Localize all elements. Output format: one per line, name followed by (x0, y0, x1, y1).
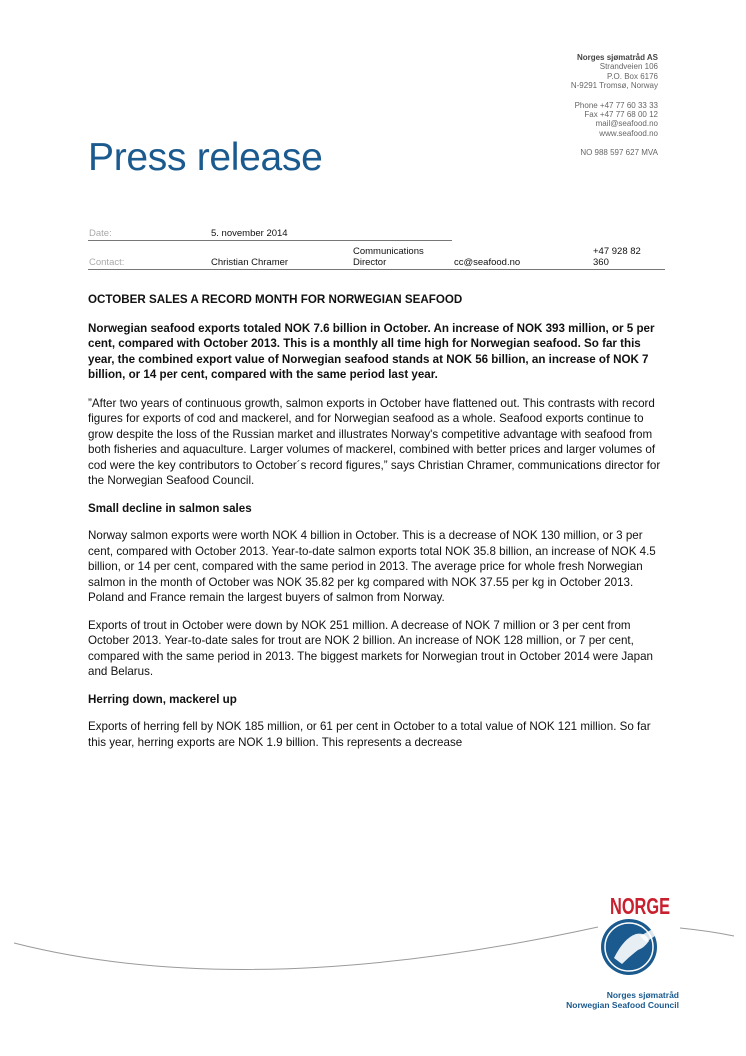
article-quote: ”After two years of continuous growth, salmon exports in October have flattened out. This contrasts with record figures for exports of cod and mackerel, and for Norwegian seafood as a whole. Seafood exports continue to grow despite the loss of the Russian market and illustrates Norway's competitive advantage with seafood from both fisheries and aquaculture. Larger volumes of mackerel, combined with better prices and larger volumes of cod were the key contributors to October´s record figures,” says Christian Chramer, communications director for the Norwegian Seafood Council. (88, 396, 661, 487)
article-body (88, 292, 668, 762)
company-box: P.O. Box 6176 (607, 71, 658, 81)
date-row (88, 226, 452, 241)
contact-name: Christian Chramer (211, 257, 289, 268)
company-web: www.seafood.no (599, 128, 658, 138)
date-label: Date: (89, 228, 112, 239)
company-street: Strandveien 106 (599, 62, 658, 72)
council-name-en: Norwegian Seafood Council (566, 1000, 679, 1010)
contact-role-line1: Communications (353, 246, 424, 257)
paragraph-salmon: Norway salmon exports were worth NOK 4 billion in October. This is a decrease of NOK 130 million, or 3 per cent, compared with October 2013. Year-to-date salmon exports total NOK 35.8 billion, an increase of NOK 4.5 billion, or 14 per cent, compared with the same period in 2013. The average price for whole fresh Norwegian salmon in the month of October was NOK 35.82 per kg compared with NOK 37.55 per kg in October 2013. Poland and France remain the largest buyers of salmon from Norway. (88, 529, 656, 604)
page-title: Press release (88, 136, 323, 179)
norge-logo (594, 886, 686, 986)
article-headline: OCTOBER SALES A RECORD MONTH FOR NORWEGIAN SEAFOOD (88, 293, 463, 306)
contact-phone (593, 246, 641, 268)
meta-table (88, 226, 665, 270)
contact-phone-line1: +47 928 82 (593, 246, 641, 257)
contact-phone-line2: 360 (593, 257, 609, 268)
company-email: mail@seafood.no (595, 119, 658, 129)
company-city: N-9291 Tromsø, Norway (570, 81, 658, 91)
paragraph-herring: Exports of herring fell by NOK 185 million, or 61 per cent in October to a total value of NOK 121 million. So far this year, herring exports are NOK 1.9 billion. This represents a decrease (88, 720, 651, 749)
contact-role (353, 246, 424, 268)
company-fax: Fax +47 77 68 00 12 (584, 110, 658, 120)
date-value: 5. november 2014 (211, 228, 288, 239)
company-name: Norges sjømatråd AS (576, 53, 658, 62)
council-name-no: Norges sjømatråd (606, 990, 679, 1000)
logo-wordmark: NORGE (610, 893, 670, 919)
article-lead: Norwegian seafood exports totaled NOK 7.6 billion in October. An increase of NOK 393 million, or 5 per cent, compared with October 2013. This is a monthly all time high for Norwegian seafood. So far this year, the combined export value of Norwegian seafood stands at NOK 56 billion, an increase of NOK 7 billion, or 14 per cent, compared with the same period last year. (88, 321, 655, 381)
contact-role-line2: Director (353, 257, 387, 268)
paragraph-trout: Exports of trout in October were down by NOK 251 million. A decrease of NOK 7 million or 3 per cent from October 2013. Year-to-date sales for trout are NOK 2 billion. An increase of NOK 128 million, or 7 per cent, compared with the same period in 2013. The biggest markets for Norwegian trout in October 2014 were Japan and Belarus. (88, 618, 653, 678)
company-org-no: NO 988 597 627 MVA (580, 148, 658, 158)
contact-label: Contact: (89, 257, 125, 268)
company-address (571, 53, 658, 158)
contact-email[interactable]: cc@seafood.no (454, 257, 521, 268)
council-name (566, 990, 679, 1010)
section-heading-salmon: Small decline in salmon sales (88, 501, 252, 515)
section-heading-herring: Herring down, mackerel up (88, 692, 237, 706)
contact-row (88, 241, 665, 270)
company-phone: Phone +47 77 60 33 33 (574, 100, 658, 110)
